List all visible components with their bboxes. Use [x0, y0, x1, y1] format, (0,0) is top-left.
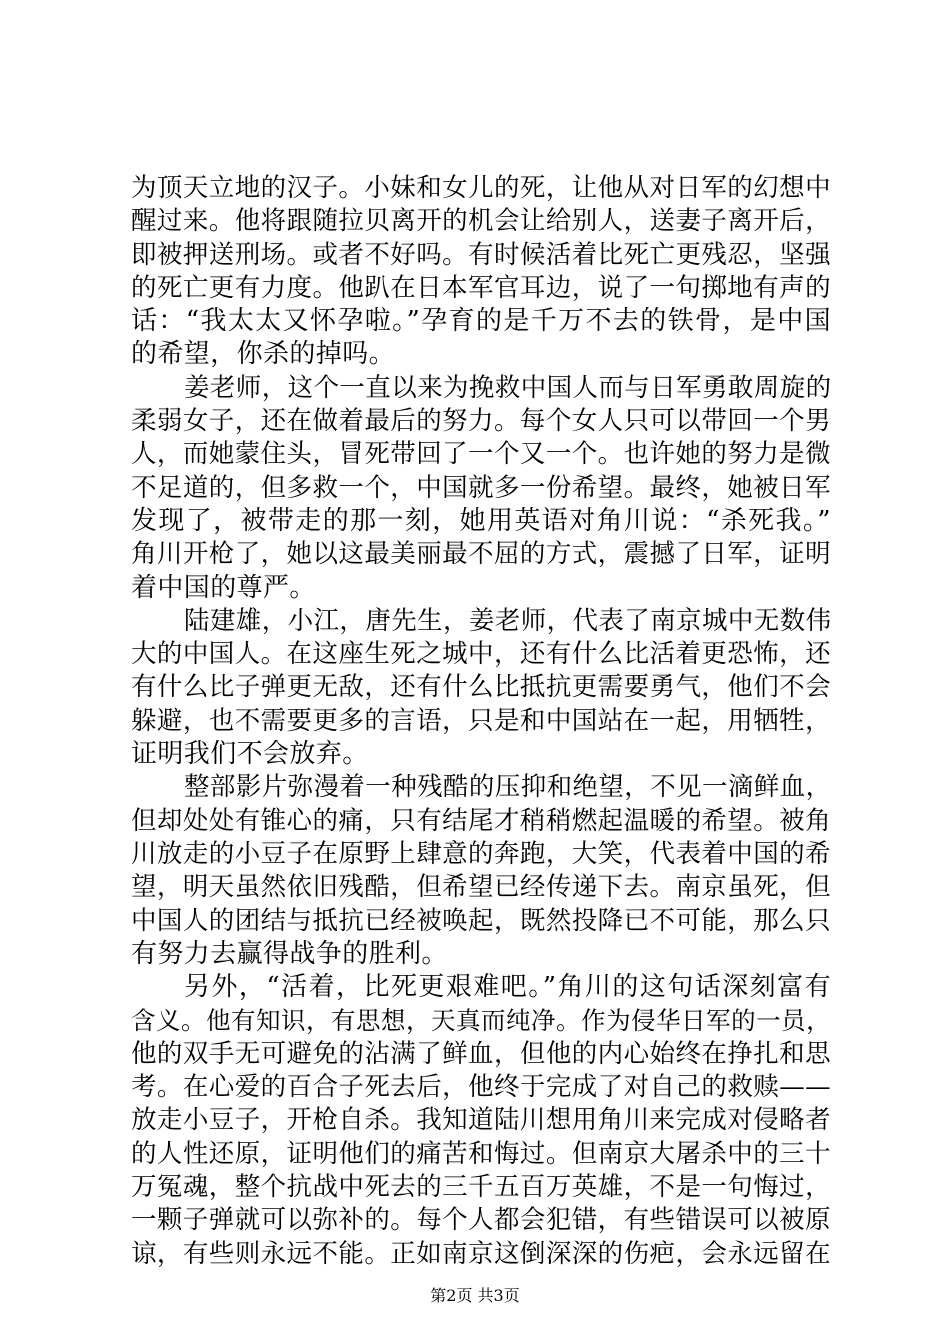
text-line: 有什么比子弹更无敌，还有什么比抵抗更需要勇气，他们不会 — [131, 672, 831, 703]
text-line: 着中国的尊严。 — [131, 572, 316, 603]
body-text — [131, 172, 831, 1271]
page-footer: 第2页 共3页 — [430, 1286, 520, 1305]
text-line: 望，明天虽然依旧残酷，但希望已经传递下去。南京虽死，但 — [131, 872, 831, 903]
text-line: 的人性还原，证明他们的痛苦和悔过。但南京大屠杀中的三十 — [131, 1138, 831, 1169]
text-line: 含义。他有知识，有思想，天真而纯净。作为侵华日军的一员， — [131, 1006, 831, 1036]
text-line: 万冤魂，整个抗战中死去的三千五百万英雄，不是一句悔过， — [131, 1171, 831, 1202]
text-line: 考。在心爱的百合子死去后，他终于完成了对自己的救赎—— — [131, 1072, 831, 1103]
text-line: 一颗子弹就可以弥补的。每个人都会犯错，有些错误可以被原 — [131, 1205, 831, 1236]
text-line: 放走小豆子，开枪自杀。我知道陆川想用角川来完成对侵略者 — [131, 1105, 831, 1136]
text-line: 躲避，也不需要更多的言语，只是和中国站在一起，用牺牲， — [131, 705, 831, 736]
text-line: 另外，“活着，比死更艰难吧。”角川的这句话深刻富有 — [184, 972, 831, 1003]
text-line: 的死亡更有力度。他趴在日本军官耳边，说了一句掷地有声的 — [131, 272, 831, 303]
text-line: 即被押送刑场。或者不好吗。有时候活着比死亡更残忍，坚强 — [131, 239, 831, 270]
text-line: 的希望，你杀的掉吗。 — [131, 339, 396, 370]
text-line: 中国人的团结与抵抗已经被唤起，既然投降已不可能，那么只 — [131, 905, 831, 936]
text-line: 但却处处有锥心的痛，只有结尾才稍稍燃起温暖的希望。被角 — [131, 805, 831, 836]
text-line: 为顶天立地的汉子。小妹和女儿的死，让他从对日军的幻想中 — [131, 173, 831, 203]
text-line: 陆建雄，小江，唐先生，姜老师，代表了南京城中无数伟 — [184, 605, 832, 636]
text-line: 证明我们不会放弃。 — [131, 739, 369, 770]
text-line: 角川开枪了，她以这最美丽最不屈的方式，震撼了日军，证明 — [131, 539, 831, 570]
text-line: 发现了，被带走的那一刻，她用英语对角川说：“杀死我。” — [131, 505, 831, 536]
text-line: 话：“我太太又怀孕啦。”孕育的是千万不去的铁骨，是中国 — [131, 306, 831, 337]
text-line: 谅，有些则永远不能。正如南京这倒深深的伤疤，会永远留在 — [131, 1238, 831, 1269]
text-line: 整部影片弥漫着一种残酷的压抑和绝望，不见一滴鲜血， — [184, 772, 832, 803]
text-line: 他的双手无可避免的沾满了鲜血，但他的内心始终在挣扎和思 — [131, 1038, 831, 1069]
text-line: 醒过来。他将跟随拉贝离开的机会让给别人，送妻子离开后， — [131, 206, 831, 237]
text-line: 不足道的，但多救一个，中国就多一份希望。最终，她被日军 — [131, 472, 831, 503]
text-line: 川放走的小豆子在原野上肆意的奔跑，大笑，代表着中国的希 — [131, 838, 831, 869]
text-line: 姜老师，这个一直以来为挽救中国人而与日军勇敢周旋的 — [184, 372, 832, 403]
text-line: 柔弱女子，还在做着最后的努力。每个女人只可以带回一个男 — [131, 406, 831, 437]
text-line: 大的中国人。在这座生死之城中，还有什么比活着更恐怖，还 — [131, 639, 831, 670]
text-line: 有努力去赢得战争的胜利。 — [131, 938, 448, 969]
text-line: 人，而她蒙住头，冒死带回了一个又一个。也许她的努力是微 — [131, 439, 831, 470]
